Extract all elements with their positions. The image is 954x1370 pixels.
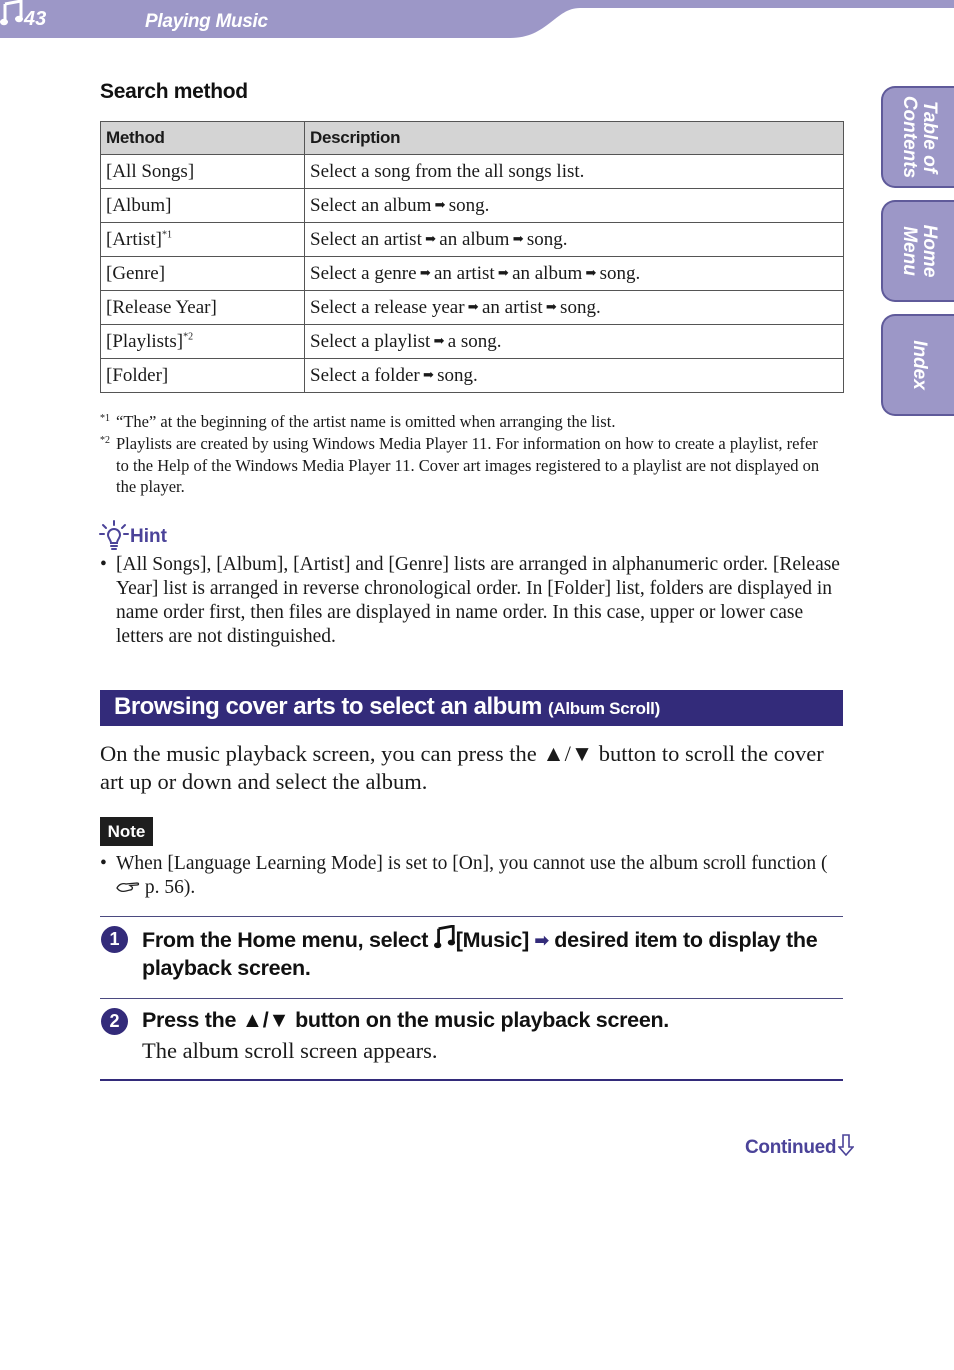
note-bullet — [100, 852, 840, 900]
side-tab-label: Home Menu — [898, 224, 940, 278]
side-tab-label: Table of Contents — [898, 95, 940, 179]
column-header-method: Method — [101, 122, 305, 155]
table-row — [101, 189, 844, 223]
hint-text: [All Songs], [Album], [Artist] and [Genre] lists are arranged in alphanumeric order. [Release Year] list is arranged in reverse chronological order. In [Folder] list, folders are displayed in name order first, then files are displayed in name order. In this case, upper or lower case letters are not distinguished. — [116, 554, 840, 647]
arrow-right-icon: ➡ — [494, 264, 513, 280]
music-note-icon — [0, 0, 24, 26]
footnote-2 — [100, 433, 820, 498]
cell-method: [Genre] — [101, 257, 305, 291]
side-tab-index[interactable] — [881, 314, 954, 416]
band-title-sub: (Album Scroll) — [547, 699, 660, 718]
bullet-dot: • — [100, 554, 107, 575]
note-text: When [Language Learning Mode] is set to [On], you cannot use the album scroll function ( p. 56). — [116, 853, 828, 898]
arrow-right-icon: ➡ — [416, 264, 434, 280]
cell-method: [All Songs] — [101, 155, 305, 189]
divider — [100, 998, 843, 999]
bullet-dot: • — [100, 853, 107, 874]
side-tab-home-menu[interactable] — [881, 200, 954, 302]
band-title — [114, 693, 660, 721]
continued-label: Continued — [745, 1137, 837, 1158]
side-tab-table-of-contents[interactable] — [881, 86, 954, 188]
column-header-description: Description — [305, 122, 844, 155]
arrow-right-icon: ➡ — [419, 366, 438, 382]
search-method-table — [100, 121, 844, 393]
cell-method: [Release Year] — [101, 291, 305, 325]
arrow-right-icon: ➡ — [542, 298, 561, 314]
cell-method: [Artist]$^{*1}$ — [101, 223, 305, 257]
cell-description: Select a playlist ➡ a song. — [305, 325, 844, 359]
cell-method: [Folder] — [101, 359, 305, 393]
header-bar-shape — [0, 0, 954, 40]
section-band-album-scroll — [100, 690, 843, 726]
page-number: 43 — [24, 8, 47, 30]
table-row — [101, 325, 844, 359]
cell-method: [Playlists]$^{*2}$ — [101, 325, 305, 359]
arrow-right-icon: ➡ — [582, 264, 600, 280]
step-1-title: From the Home menu, select [Music] ➡ desired item to display the playback screen. — [142, 925, 842, 982]
footnote-mark: *1 — [100, 413, 110, 424]
arrow-right-icon: ➡ — [534, 931, 549, 950]
lightbulb-icon — [99, 520, 129, 552]
step-2-title: Press the ▲/▼ button on the music playback screen. — [142, 1008, 669, 1032]
footnote-mark: *2 — [100, 435, 110, 446]
footnote-text: Playlists are created by using Windows Media Player 11. For information on how to create a playlist, refer to the Help of the Windows Media Player 11. Cover art images registered to a playlist are not displayed on the player. — [116, 434, 820, 496]
cell-method: [Album] — [101, 189, 305, 223]
band-title-main: Browsing cover arts to select an album — [114, 693, 542, 720]
hint-label: Hint — [130, 526, 167, 547]
step-number-2: 2 — [101, 1008, 128, 1035]
music-note-icon — [434, 925, 456, 949]
arrow-right-icon: ➡ — [421, 230, 440, 246]
section-title-search-method: Search method — [100, 80, 248, 103]
table-header-row — [101, 122, 844, 155]
footnote-text: “The” at the beginning of the artist name is omitted when arranging the list. — [116, 412, 616, 431]
footnote-ref: *1 — [161, 229, 172, 241]
cell-description: Select a folder ➡ song. — [305, 359, 844, 393]
pointing-hand-icon — [116, 880, 140, 894]
table-row — [101, 291, 844, 325]
cell-description: Select an artist ➡ an album ➡ song. — [305, 223, 844, 257]
footnote-ref: *2 — [183, 331, 194, 343]
note-page-ref[interactable]: p. 56). — [140, 877, 196, 898]
side-tab-label: Index — [908, 340, 930, 390]
divider — [100, 1079, 843, 1081]
arrow-right-icon: ➡ — [431, 196, 449, 212]
arrow-right-icon: ➡ — [430, 332, 448, 348]
table-row — [101, 257, 844, 291]
step-1-music-label: [Music] — [455, 928, 529, 952]
note-badge: Note — [100, 817, 153, 846]
cell-description: Select an album ➡ song. — [305, 189, 844, 223]
table-row — [101, 155, 844, 189]
divider — [100, 916, 843, 917]
step-number-1: 1 — [101, 926, 128, 953]
hint-bullet — [100, 553, 840, 649]
cell-description: Select a song from the all songs list. — [305, 155, 844, 189]
continued-link[interactable] — [745, 1134, 854, 1159]
arrow-right-icon: ➡ — [509, 230, 527, 246]
step-2-description: The album scroll screen appears. — [142, 1038, 438, 1063]
table-row — [101, 359, 844, 393]
cell-description: Select a genre ➡ an artist ➡ an album ➡ song. — [305, 257, 844, 291]
footnote-1 — [100, 411, 820, 433]
table-row — [101, 223, 844, 257]
cell-description: Select a release year ➡ an artist ➡ song. — [305, 291, 844, 325]
page-header — [0, 0, 954, 40]
album-scroll-intro: On the music playback screen, you can press the ▲/▼ button to scroll the cover art up or down and select the album. — [100, 741, 824, 794]
arrow-right-icon: ➡ — [464, 298, 482, 314]
arrow-down-icon — [838, 1134, 854, 1156]
header-section-title: Playing Music — [145, 11, 268, 32]
